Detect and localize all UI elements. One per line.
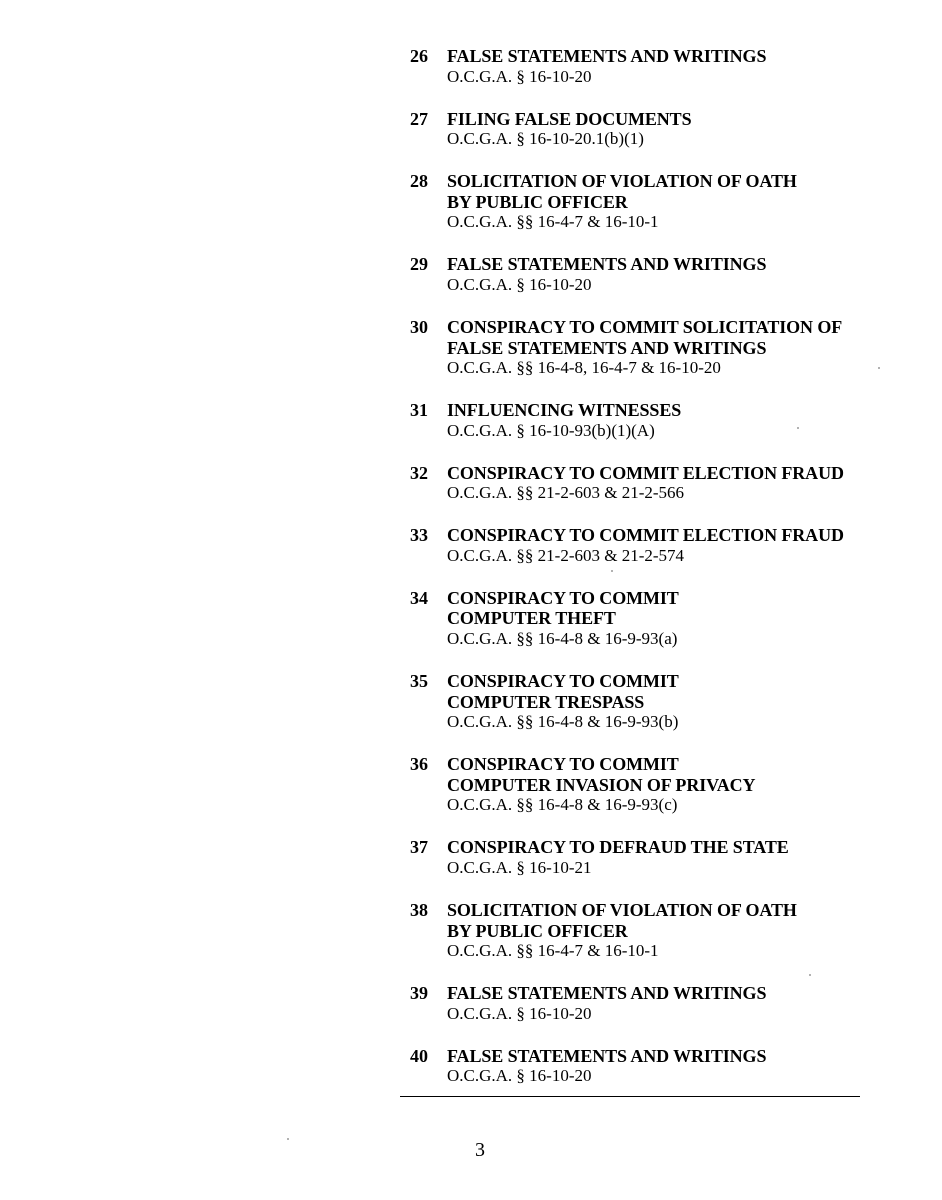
count-title-line: CONSPIRACY TO COMMIT: [447, 670, 679, 691]
count-title-line: SOLICITATION OF VIOLATION OF OATH: [447, 171, 797, 192]
count-number: 36: [410, 754, 428, 775]
count-number: 33: [410, 525, 428, 546]
footer-divider: [400, 1096, 860, 1097]
count-title-line: FALSE STATEMENTS AND WRITINGS: [447, 983, 767, 1004]
count-number: 30: [410, 316, 428, 337]
count-item: [410, 837, 870, 878]
count-title-line: CONSPIRACY TO COMMIT: [447, 754, 679, 775]
count-citation: O.C.G.A. § 16-10-20: [447, 66, 592, 86]
count-item: [410, 900, 870, 962]
scan-speck: [878, 367, 880, 369]
count-citation: O.C.G.A. §§ 16-4-7 & 16-10-1: [447, 941, 659, 961]
count-title-line: FILING FALSE DOCUMENTS: [447, 108, 692, 129]
count-body: [447, 400, 870, 441]
count-number: 34: [410, 587, 428, 608]
count-title: [447, 671, 870, 712]
count-number: 39: [410, 983, 428, 1004]
scan-speck: [611, 570, 613, 572]
count-title-line: CONSPIRACY TO COMMIT ELECTION FRAUD: [447, 525, 844, 546]
count-title: [447, 588, 870, 629]
count-title: [447, 525, 870, 546]
count-title-line: CONSPIRACY TO COMMIT ELECTION FRAUD: [447, 462, 844, 483]
count-item: [410, 983, 870, 1024]
count-title: [447, 400, 870, 421]
count-item: [410, 588, 870, 650]
count-body: [447, 1046, 870, 1087]
count-body: [447, 525, 870, 566]
page-number: 3: [475, 1139, 485, 1161]
count-body: [447, 171, 870, 233]
count-number: 35: [410, 670, 428, 691]
count-citation: O.C.G.A. § 16-10-93(b)(1)(A): [447, 420, 655, 440]
count-item: [410, 317, 870, 379]
count-number: 37: [410, 837, 428, 858]
count-body: [447, 900, 870, 962]
count-title-line: INFLUENCING WITNESSES: [447, 400, 682, 421]
count-number: 40: [410, 1045, 428, 1066]
count-title-line: CONSPIRACY TO COMMIT: [447, 587, 679, 608]
count-title-line: BY PUBLIC OFFICER: [447, 191, 628, 212]
scan-speck: [287, 1138, 289, 1140]
count-citation: O.C.G.A. § 16-10-20.1(b)(1): [447, 129, 644, 149]
count-item: [410, 109, 870, 150]
count-body: [447, 109, 870, 150]
count-number: 26: [410, 46, 428, 66]
count-citation: O.C.G.A. § 16-10-20: [447, 1066, 592, 1086]
count-number: 38: [410, 899, 428, 920]
count-item: [410, 400, 870, 441]
count-item: [410, 754, 870, 816]
count-item: [410, 46, 870, 87]
count-item: [410, 254, 870, 295]
count-citation: O.C.G.A. §§ 16-4-7 & 16-10-1: [447, 212, 659, 232]
count-item: [410, 171, 870, 233]
scan-speck: [809, 974, 811, 976]
count-item: [410, 463, 870, 504]
count-number: 32: [410, 462, 428, 483]
count-body: [447, 671, 870, 733]
count-citation: O.C.G.A. §§ 16-4-8, 16-4-7 & 16-10-20: [447, 358, 721, 378]
count-body: [447, 317, 870, 379]
count-citation: O.C.G.A. § 16-10-20: [447, 274, 592, 294]
count-title: [447, 837, 870, 858]
scan-speck: [797, 427, 799, 429]
count-title-line: SOLICITATION OF VIOLATION OF OATH: [447, 899, 797, 920]
count-body: [447, 588, 870, 650]
count-citation: O.C.G.A. §§ 16-4-8 & 16-9-93(a): [447, 629, 678, 648]
count-title: [447, 900, 870, 941]
count-title: [447, 171, 870, 212]
count-title: [447, 46, 870, 67]
count-title-line: CONSPIRACY TO COMMIT SOLICITATION OF: [447, 316, 843, 337]
count-title: [447, 1046, 870, 1067]
count-number: 28: [410, 171, 428, 192]
count-citation: O.C.G.A. §§ 16-4-8 & 16-9-93(b): [447, 712, 679, 732]
count-body: [447, 46, 870, 87]
count-title: [447, 254, 870, 275]
count-body: [447, 254, 870, 295]
count-body: [447, 983, 870, 1024]
count-title: [447, 983, 870, 1004]
count-body: [447, 463, 870, 504]
count-title-line: COMPUTER TRESPASS: [447, 691, 645, 712]
count-number: 29: [410, 254, 428, 275]
count-title-line: FALSE STATEMENTS AND WRITINGS: [447, 254, 767, 275]
count-item: [410, 671, 870, 733]
count-title-line: CONSPIRACY TO DEFRAUD THE STATE: [447, 837, 789, 858]
count-title-line: COMPUTER INVASION OF PRIVACY: [447, 774, 756, 795]
count-citation: O.C.G.A. §§ 21-2-603 & 21-2-566: [447, 483, 685, 503]
count-citation: O.C.G.A. §§ 21-2-603 & 21-2-574: [447, 545, 685, 565]
count-title: [447, 317, 870, 358]
counts-list: [410, 46, 870, 1108]
count-title: [447, 109, 870, 130]
count-title-line: COMPUTER THEFT: [447, 608, 616, 629]
count-citation: O.C.G.A. § 16-10-20: [447, 1003, 592, 1023]
count-number: 31: [410, 400, 428, 421]
count-title: [447, 463, 870, 484]
count-title-line: FALSE STATEMENTS AND WRITINGS: [447, 337, 767, 358]
count-citation: O.C.G.A. §§ 16-4-8 & 16-9-93(c): [447, 795, 678, 815]
count-body: [447, 837, 870, 878]
count-title-line: BY PUBLIC OFFICER: [447, 920, 628, 941]
count-item: [410, 1046, 870, 1087]
count-title-line: FALSE STATEMENTS AND WRITINGS: [447, 46, 767, 66]
count-title-line: FALSE STATEMENTS AND WRITINGS: [447, 1045, 767, 1066]
count-item: [410, 525, 870, 566]
count-citation: O.C.G.A. § 16-10-21: [447, 857, 592, 877]
count-title: [447, 754, 870, 795]
count-number: 27: [410, 108, 428, 129]
count-body: [447, 754, 870, 816]
